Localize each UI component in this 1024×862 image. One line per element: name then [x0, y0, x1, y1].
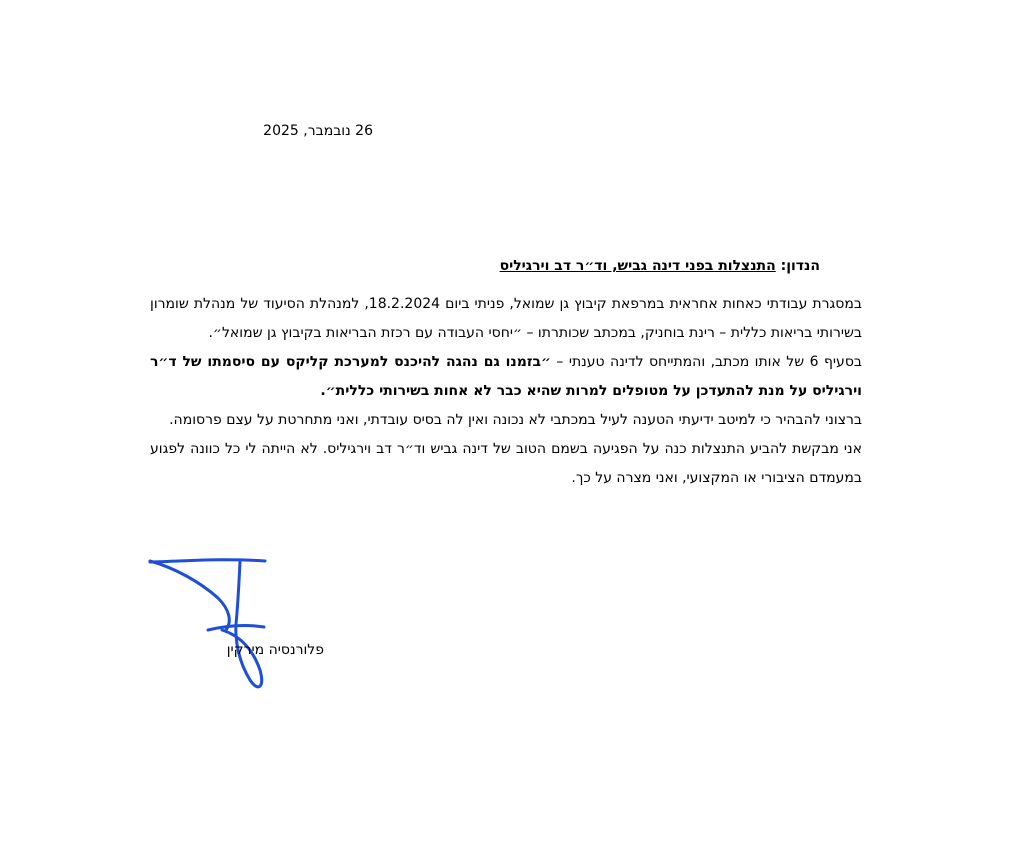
- letter-date: 26 נובמבר, 2025: [263, 123, 373, 139]
- signature-stroke-top-bar: [150, 560, 265, 562]
- paragraph-2-intro: בסעיף 6 של אותו מכתב, והמתייחס לדינה טענתי –: [550, 354, 862, 370]
- signer-name: פלורנסיה מירקין: [226, 642, 324, 658]
- signature-stroke-sweep: [150, 561, 229, 630]
- paragraph-3: ברצוני להבהיר כי למיטב ידיעתי הטענה לעיל במכתבי לא נכונה ואין לה בסיס עובדתי, ואני מתחרטת על עצם פרסומה.: [169, 412, 862, 428]
- subject-label: הנדון:: [780, 258, 820, 274]
- letter-body: [150, 290, 862, 493]
- paragraph-2: [150, 348, 862, 406]
- paragraph-4: אני מבקשת להביע התנצלות כנה על הפגיעה בשמם הטוב של דינה גביש וד״ר דב וירגיליס. לא הייתה לי כל כוונה לפגוע במעמדם הציבורי או המקצועי, ואני מצרה על כך.: [150, 441, 862, 486]
- letter-subject: [380, 256, 820, 276]
- subject-title: התנצלות בפני דינה גביש, וד״ר דב וירגיליס: [499, 258, 776, 274]
- handwritten-signature: [140, 552, 280, 697]
- paragraph-2-quote: ״בזמנו גם נהגה להיכנס למערכת קליקס עם סיסמתו של ד״ר וירגיליס על מנת להתעדכן על מטופלים למרות שהיא כבר לא אחות בשירותי כללית״.: [150, 354, 862, 399]
- paragraph-1: במסגרת עבודתי כאחות אחראית במרפאת קיבוץ גן שמואל, פניתי ביום 18.2.2024, למנהלת הסיעוד של מנהלת שומרון בשירותי בריאות כללית – רינת בוחניק, במכתב שכותרתו – ״יחסי העבודה עם רכזת הבריאות בקיבוץ גן שמואל״.: [150, 296, 862, 341]
